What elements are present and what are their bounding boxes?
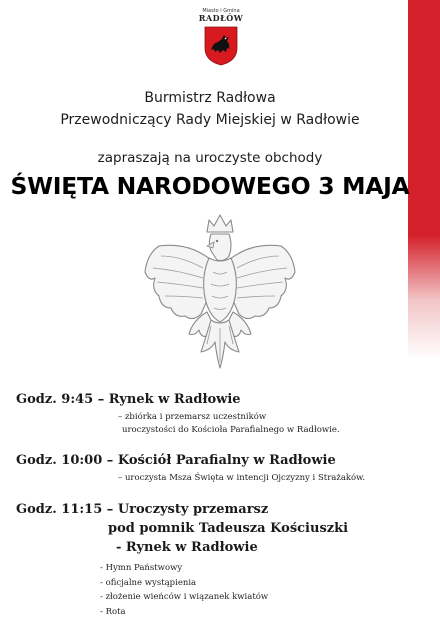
program-item: - oficjalne wystąpienia <box>100 576 268 591</box>
program-item: - Hymn Państwowy <box>100 561 268 576</box>
invitation-line: zapraszają na uroczyste obchody <box>97 150 323 166</box>
event-title: ŚWIĘTA NARODOWEGO 3 MAJA <box>10 172 410 200</box>
schedule-0945-detail-2: uroczystości do Kościoła Parafialnego w Radłowie. <box>122 425 340 435</box>
program-item: - złożenie wieńców i wiązanek kwiatów <box>100 590 268 605</box>
schedule-item-0945: Godz. 9:45 – Rynek w Radłowie <box>16 392 241 407</box>
organizer-council-chair: Przewodniczący Rady Miejskiej w Radłowie <box>60 112 360 128</box>
ceremony-program-list <box>100 561 268 619</box>
crest-caption: Miasto i Gmina <box>202 8 240 14</box>
schedule-item-1000: Godz. 10:00 – Kościół Parafialny w Radłowie <box>16 453 336 468</box>
crest-town-name: RADŁÓW <box>198 13 244 23</box>
organizer-mayor: Burmistrz Radłowa <box>144 90 276 106</box>
schedule-item-1115: Godz. 11:15 – Uroczysty przemarsz <box>16 502 269 517</box>
schedule-1115-line-2: pod pomnik Tadeusza Kościuszki <box>108 521 349 536</box>
polish-white-eagle-icon <box>141 212 299 372</box>
schedule-1115-line-3: - Rynek w Radłowie <box>116 540 258 555</box>
town-crest <box>196 8 246 66</box>
coat-of-arms-shield-icon <box>204 26 238 66</box>
schedule-1000-detail-1: – uroczysta Msza Święta w intencji Ojczyzny i Strażaków. <box>118 473 366 483</box>
program-item: - Rota <box>100 605 268 620</box>
schedule-0945-detail-1: – zbiórka i przemarsz uczestników <box>118 412 267 422</box>
